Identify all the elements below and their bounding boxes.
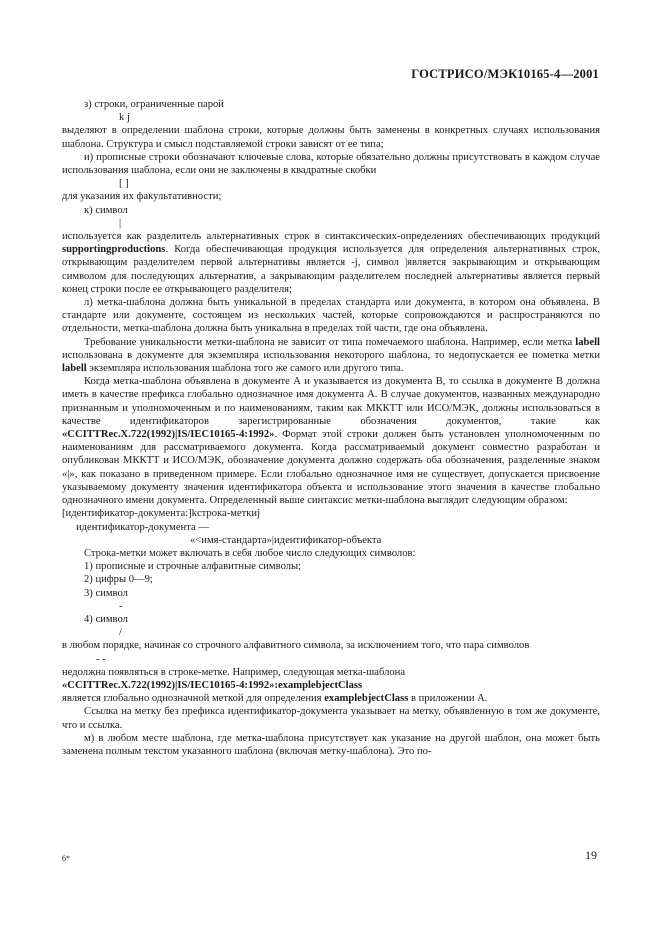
chars-item-3: 3) символ	[84, 587, 128, 599]
uniqueness-text-3: экземпляра использования шаблона того же самого или другого типа.	[86, 363, 404, 375]
chars-item-1: 1) прописные и строчные алфавитные символы;	[84, 561, 302, 573]
syntax-line-2: идентификатор-документа —	[76, 521, 209, 533]
reference-text-1: Когда метка-шаблона объявлена в документе А и указывается из документа В, то ссылка в документе В должна иметь в качестве префикса глобально однозначное имя документа А. В случае документов, названных международно признанным и уполномоченным и по наименованиям, таким как МККТТ или ИСО/МЭК, должны использоваться в качестве идентификаторов зарегистрированные обозначения документов, такие как	[62, 376, 600, 427]
example-label-text: «CCITTRec.X.722(1992)|IS/IEC10165-4:1992»:examplebjectClass	[62, 679, 363, 691]
page-number: 19	[585, 848, 597, 862]
reference-without-prefix-paragraph: Ссылка на метку без префикса идентификатор-документа указывает на метку, объявленную в том же документе, что и ссылка.	[62, 706, 600, 731]
chars-item-4-symbol: /	[119, 627, 122, 639]
example-label	[62, 679, 600, 692]
example-tail	[62, 692, 600, 705]
item-l-paragraph: л) метка-шаблона должна быть уникальной в пределах стандарта или документа, в котором она объявлена. В стандарте или документе, состоящем из нескольких частей, которые сопровождаются и распространяются по отдельности, метка-шаблона должна быть уникальна в пределах той части, где она объявлена.	[62, 297, 600, 335]
page-body	[62, 98, 600, 758]
item-k-text-2: . Когда обеспечивающая продукция используется для определения альтернативных строк, открывающим разделителем первой альтернативы является -j, символ |является закрывающим и открывающим символом для последующих альтернатив, а закрывающим разделителем последней альтернативы является первый конец строки после ее открывающего разделителя;	[62, 244, 600, 295]
item-k-symbol: |	[119, 217, 122, 229]
label-term-2: labell	[62, 363, 87, 375]
example-tail-text-1: является глобально однозначной меткой для определения	[62, 693, 325, 705]
supporting-productions-term: supportingproductions	[62, 244, 166, 256]
example-tail-text-2: в приложении А.	[408, 693, 488, 705]
chars-item-2: 2) цифры 0—9;	[84, 574, 153, 586]
item-i-symbols: [ ]	[119, 178, 129, 190]
page-header-title: ГОСТРИСО/МЭК10165-4—2001	[411, 67, 599, 81]
item-z: з) строки, ограниченные парой	[84, 99, 224, 110]
not-in-row-line: недолжна появляться в строке-метке. Например, следующая метка-шаблона	[62, 666, 406, 678]
item-i-paragraph: и) прописные строки обозначают ключевые слова, которые обязательно должны присутствовать в каждом случае использования шаблона, если они не заключены в квадратные скобки	[62, 151, 600, 177]
uniqueness-text-2: использована в документе для экземпляра использования некоторого шаблона, то недопускается ее пометка метки	[62, 349, 600, 361]
item-z-paragraph: выделяют в определении шаблона строки, которые должны быть заменены в конкретных случаях использования шаблона. Структура и смысл подставляемой строки зависят от ее типа;	[62, 125, 600, 150]
item-z-symbols: k j	[119, 112, 130, 124]
item-m-paragraph: м) в любом месте шаблона, где метка-шаблона присутствует как указание на другой шаблон, она может быть заменена полным текстом указанного шаблона (включая метку-шаблона). Это по-	[62, 732, 600, 757]
uniqueness-paragraph	[62, 336, 600, 376]
footer-mark: 6*	[62, 854, 70, 863]
item-k-text-1: используется как разделитель альтернативных строк в синтаксических-определениях обеспечивающих продукций	[62, 231, 600, 243]
reference-paragraph	[62, 375, 600, 507]
chars-item-3-symbol: -	[119, 600, 123, 612]
any-order-paragraph: в любом порядке, начиная со строчного алфавитного символа, за исключением того, что пара символов	[62, 640, 530, 652]
syntax-line-3: «<имя-стандарта»|идентификатор-объекта	[190, 534, 382, 546]
reference-text-2: . Формат этой строки должен быть установлен уполномоченным по наименованиям для рассматриваемого документа. Когда рассматриваемый документ совместно разработан и опубликован МККТТ и ИСО/МЭК, обозначение документа должно содержать оба обозначения, разделенные знаком «|», как показано в приведенном примере. Если глобально однозначное имя не существует, допускается присвоение указываемому документу значения идентификатора объекта и использование этого значения в качестве глобально однозначного имени документа. Определенный выше синтаксис метки-шаблона выглядит следующим образом:	[62, 429, 600, 507]
uniqueness-text-1: Требование уникальности метки-шаблона не зависит от типа помечаемого шаблона. Например, если метка	[84, 336, 576, 348]
example-class-term: examplebjectClass	[324, 693, 409, 705]
chars-intro: Строка-метки может включать в себя любое число следующих символов:	[84, 547, 416, 559]
label-term-1: labell	[575, 336, 600, 348]
pair-symbol: - -	[96, 653, 106, 665]
chars-item-4: 4) символ	[84, 613, 128, 625]
syntax-line-1: [идентификатор-документа:]kстрока-меткиj	[62, 508, 261, 520]
item-k: к) символ	[84, 204, 128, 216]
item-k-paragraph	[62, 230, 600, 296]
item-i-tail: для указания их факультативности;	[62, 191, 222, 203]
document-identifier-example: «CCITTRec.X.722(1992)|IS/IEC10165-4:1992»	[62, 429, 275, 441]
